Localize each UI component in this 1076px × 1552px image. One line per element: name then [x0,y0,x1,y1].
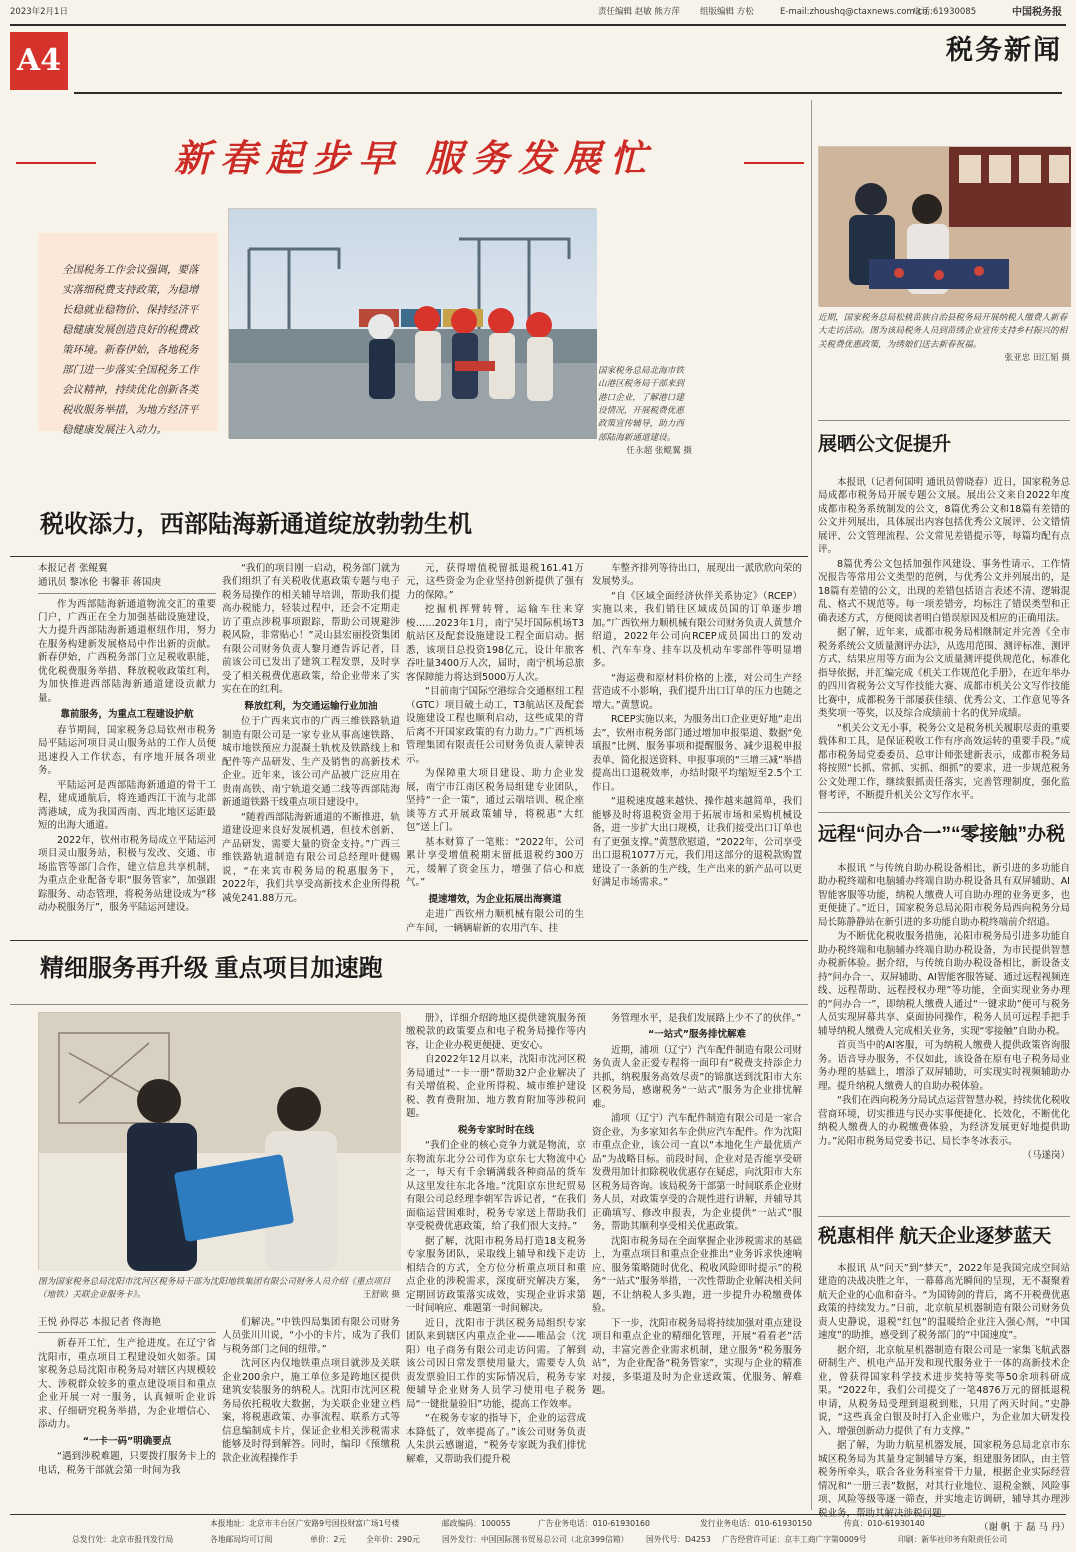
page-number: A4 [10,32,68,90]
article1-col2 [222,562,400,922]
side2-para: “我们在西向税务分局试点运营智慧办税，持续优化税收营商环境，切实推进与民办实事便捷化、长效化，不断优化纳税人缴费人的办税缴费体验，为经济发展更好地提供助力。”沁阳市税务局党委书记、局长李冬冰表示。 [818,1095,1070,1147]
layout-editor: 组版编辑 方松 [700,7,754,17]
metro-photo [38,1012,400,1270]
article1-para: 走进广西钦州力顺机械有限公司的生产车间，一辆辆崭新的农用汽车、挂 [406,909,584,934]
footer-postcode: 邮政编码：100055 [442,1519,511,1528]
side1-para: 8篇优秀公文包括加强作风建设、事务性请示、工作情况报告等常用公文类型的范例，与优秀公文并列展出的，是18篇有差错的公文，出现的差错包括语言表述不清、逻辑混乱、格式不规范等。每一项差错旁，均标注了错误类型和正确表述方式，方便阅读者明白错误原因及相应的正确用法。 [818,558,1070,624]
metro-photo-caption [38,1276,400,1303]
feature-banner: 新春起步早 服务发展忙 [174,136,656,180]
footer-ad-phone: 广告业务电话：010-61930160 [538,1519,650,1528]
article2-head-rule [10,1004,808,1005]
article1-para: “退税速度越来越快、操作越来越简单，我们能够及时将退税资金用于拓展市场和采购机械设备，进一步扩大出口规模，让我们接受出口订单也有了更强支撑。”黄慧欣慰道，“2022年，公司享受出口退税1077万元，我们用这部分的退税款购置建设了一条新的生产线，生产出来的新产品可以更好满足市场需求。” [592,796,802,889]
metro-photo-credit: 王舒欧 摄 [362,1290,400,1301]
article1-para: 2022年，钦州市税务局成立平陆运河项目灵山服务站，积极与发改、交通、市场监管等部门合作，建立信息共享机制，为重点企业配备专职“服务管家”，加强跟踪服务、动态管理，将税务站建设成为“移动办税服务厅”，服务平陆运河建设。 [38,834,216,914]
embroidery-photo-credit: 张亚忠 田江韬 摄 [1004,352,1070,363]
article2-subhead1: “一卡一码”明确要点 [82,1435,172,1447]
side3-credit: （谢 帆 于 磊 马 丹） [978,1522,1070,1534]
article2-para: 据了解，沈阳市税务局打造18支税务专家服务团队，采取线上辅导和线下走访相结合的方式，全方位分析重点项目和重点企业的涉税需求，深度研究解决方案，定期回访政策落实成效，实现企业诉求第一时间响应、难题第一时间解决。 [406,1235,586,1315]
metro-caption-text: 图为国家税务总局沈阳市沈河区税务局干部为沈阳地铁集团有限公司财务人员介绍《重点项目（地铁）关联企业服务卡》。 [38,1277,391,1301]
article1-para: 春节期间，国家税务总局钦州市税务局平陆运河项目灵山服务站的工作人员便迅速投入工作状态，有序地开展各项业务。 [38,724,216,777]
byline-rule [38,593,216,594]
article1-para: “自《区域全面经济伙伴关系协定》（RCEP）实施以来，我们销往区域成员国的订单逐步增加。”广西钦州力顺机械有限公司财务负责人黄慧介绍道，2022年公司向RCEP成员国出口的发动机、汽车车身、挂车以及机动车零部件等明显增多。 [592,590,802,670]
article1-para: “海运费和原材料价格的上涨，对公司生产经营造成不小影响，我们提升出口订单的压力也随之增大。”黄慧说。 [592,672,802,711]
article1-para: 位于广西来宾市的广西三维铁路轨道制造有限公司是一家专业从事高速铁路、城市地铁预应力混凝土轨枕及铁路线上和配件等产品研发、生产及销售的高新技术企业。近年来，该公司产品被广泛应用在贵南高铁、南宁轨道交通二线等西部陆海新通道铁路干线重点项目建设中。 [222,716,400,809]
article1-byline1: 本报记者 张鲲翼 [38,563,108,574]
footer-distributor: 总发行处：北京市报刊发行局 [72,1535,174,1544]
side2-body [818,862,1070,1212]
footer-overseas-code: 国外代号：D4253 [646,1535,711,1544]
article2-headline: 精细服务再升级 重点项目加速跑 [40,955,383,982]
article2-para: 近日，沈阳市于洪区税务局组织专家团队来到辖区内重点企业——唯品会（沈阳）电子商务有限公司走访问需。了解到该公司因日常发票使用量大，需要专人负责发票验旧工作的实际情况后，税务专家便辅导企业财务人员学习使用电子税务局“一键批量验旧”功能，提高工作效率。 [406,1317,586,1410]
article2-para: “在税务专家的指导下，企业的运营成本降低了，效率提高了。”该公司财务负责人朱洪云感谢道，“税务专家既为我们排忧解难，又帮助我们提升税 [406,1413,586,1465]
article1-top-rule [10,556,808,557]
side1-rule [818,420,1070,421]
article1-headline: 税收添力，西部陆海新通道绽放勃勃生机 [40,511,472,538]
side1-para: 本报讯（记者何国明 通讯员曾晓春）近日，国家税务总局成都市税务局开展专题公文展。展出公文来自2022年度成都市税务系统制发的公文，8篇优秀公文和18篇有差错的公文并列展出，具体展出内容包括优秀公文展评、公文错情展评、公文管理流程、公文常见差错提示等，每篇均配有点评。 [818,477,1070,556]
article1-para: 基本财算了一笔账：“2022年，公司累计享受增值税期末留抵退税约300万元，缓解了资金压力，增强了信心和底气。” [406,836,584,889]
side3-title: 税惠相伴 航天企业逐梦蓝天 [818,1226,1052,1247]
editors: 责任编辑 赵敏 熊方萍 [598,7,680,17]
article1-para: RCEP实施以来，为服务出口企业更好地“走出去”，钦州市税务部门通过增加申报渠道、数据“免填报”比例、服务事项和提醒服务、减少退税申报表单、简化报送资料、申报事项的“三增三减”举措提高出口退税效率，办结时限平均缩短至2.5个工作日。 [592,714,802,793]
article1-para: 平陆运河是西部陆海新通道的骨干工程，建成通航后，将连通西江干流与北部湾港域，成为我国西南、西北地区运距最短的出海大通道。 [38,779,216,832]
lead-box [38,233,218,436]
article2-para: 沈阳市税务局在全面掌握企业涉税需求的基础上，为重点项目和重点企业推出“业务诉求快速响应、服务策略随时优化、税收风险即时提示”的税务“一站式”服务举措，一次性帮助企业解决相关问题，不让纳税人多头跑，进一步提升办税缴费体验。 [592,1235,802,1315]
side1-title: 展晒公文促提升 [818,434,952,455]
side2-para: 为不断优化税收服务措施，沁阳市税务局引进多功能自助办税终端和电脑辅办终端自助办税设备，为市民提供智慧办税新体验。据介绍，与传统自助办税设备相比，新设备支持“问办合一、双屏辅助、AI智能客服答疑、通过远程视频连线、远程帮助、远程授权办理”等功能，全面实现业务办理的“问办合一”，即纳税人缴费人通过“一键求助”便可与税务人员实现屏幕共享、桌面协同操作，税务人员可远程手把手辅导纳税人缴费人完成相关业务，实现“零接触”自助办税。 [818,931,1070,1037]
side1-body [818,476,1070,806]
article1-subhead1: 靠前服务，为重点工程建设护航 [60,709,194,721]
article2-para: “遇到涉税难题，只要拨打服务卡上的电话，税务干部就会第一时间为我 [38,1451,216,1476]
article2-subhead2: 税务专家时时在线 [457,1124,534,1136]
article2-top-rule [10,940,808,941]
footer-annual-price: 全年价：290元 [366,1535,420,1544]
section-title: 税务新闻 [946,35,1062,66]
footer-ad-license: 广告经营许可证：京丰工商广字第0009号 [722,1535,867,1544]
footer-address: 本报地址：北京市丰台区广安路9号国投财富广场1号楼 [210,1519,400,1528]
article1-para: “随着西部陆海新通道的不断推进，轨道建设迎来良好发展机遇，但技术创新、产品研发，需要大量的资金支持。”广西三维铁路轨道制造有限公司总经理叶健赐说，“在来宾市税务局的税惠服务下，2022年，我们共享受高新技术企业所得税减免241.88万元。 [222,811,400,904]
side3-rule [818,1216,1070,1217]
article2-para: 务管理水平，是我们发展路上少不了的伙伴。” [611,1013,802,1024]
article2-col4 [592,1012,802,1506]
article2-para: 浦项（辽宁）汽车配件制造有限公司是一家合资企业，为多家知名车企供应汽车配件。作为沈阳市重点企业，该公司一直以“本地化生产最优质产品”为战略目标。前段时间，企业对是否能享受研发费用加计扣除税收优惠存在疑虑，向沈阳市大东区税务局咨询。该局税务干部第一时间联系企业财务人员，对政策享受的合规性进行讲解，并辅导其正确填写、修改申报表，为企业提供“一站式”服务，帮助其顺利享受相关优惠政策。 [592,1113,802,1233]
side2-para: 本报讯 “与传统自助办税设备相比，新引进的多功能自助办税终端和电脑辅办终端自助办税设备具有双屏辅助、AI智能客服等功能，纳税人缴费人可自助办理的业务更多，也更便捷了。”近日，国家税务总局沁阳市税务局西向税务分局局长陈静静站在新引进的多功能自助办税终端前介绍道。 [818,863,1070,928]
footer-subscribe: 各地邮局均可订阅 [210,1535,273,1544]
port-photo [228,208,596,438]
side2-credit: （马遂岗） [1022,1150,1070,1162]
side2-title: 远程“问办合一”“零接触”办税 [818,824,1066,845]
side2-rule [818,812,1070,813]
article1-para: 为保障重大项目建设、助力企业发展，南宁市江南区税务局组建专业团队，坚持“一企一策”，通过云端培训、税企座谈等方式开展政策辅导，将税惠“大红包”送上门。 [406,768,584,834]
article1-byline2: 通讯员 黎冰伦 韦馨菲 蒋国庚 [38,577,162,589]
article1-subhead2: 释放红利，为交通运输行业加油 [244,700,378,712]
article2-col3 [406,1012,586,1506]
port-photo-credit: 任永超 张鲲翼 摄 [626,445,692,456]
side3-para: 据介绍，北京航星机器制造有限公司是一家集飞航武器研制生产、机电产品开发和现代服务业于一体的高新技术企业，曾获得国家科学技术进步奖特等奖等50余项科研成果。“2022年，我们公司提交了一笔4876万元的留抵退税申请，从税务局受理到退税到账，只用了两天时间。”史静说，“这些真金白银及时打入企业账户，为企业加大研发投入、增强创新动力提供了有力支撑。” [818,1344,1070,1437]
footer-rule [10,1514,1066,1515]
email: E-mail:zhoushq@ctaxnews.com.cn [780,7,928,17]
side3-para: 本报讯 从“问天”到“梦天”，2022年是我国完成空间站建造的决战决胜之年，一幕幕高光瞬间的呈现，无不凝聚着航天企业的心血和奋斗。“为国铸剑的背后，离不开税费优惠政策的持续发力。”日前，北京航星机器制造有限公司财务负责人史静说，退税“红包”的温暖给企业注入强心剂，“中国速度”的助推，感受到了税务部门的“中国速度”。 [818,1263,1070,1342]
paper-name: 中国税务报 [1012,7,1062,18]
article1-para: 元，获得增值税留抵退税161.41万元，这些资金为企业坚持创新提供了强有力的保障。” [406,563,584,601]
article1-subhead3: 提速增效，为企业拓展出海赛道 [428,893,562,905]
port-photo-caption-text: 国家税务总局北海市铁山港区税务局干部来到港口企业，了解港口建设情况，开展税费优惠政策宣传辅导，助力西部陆海新通道建设。 [598,366,684,443]
embroidery-photo-caption [818,312,1070,365]
side3-para: 据了解，为助力航星机器发展，国家税务总局北京市东城区税务局为其量身定制辅导方案，组建服务团队，由主管税务所牵头，联合各业务科室骨干力量，根据企业实际经营情况和“一册三表”数据，对其行业地位、退税金额、风险事项、风险等级等逐一筛查，并实地走访调研，辅导其办理涉 [818,1440,1070,1506]
phone: 电话:61930085 [913,7,977,17]
port-photo-caption [598,365,692,458]
column-divider [811,100,812,1510]
masthead-rule [10,24,1066,26]
article1-col1 [38,562,216,922]
article2-para: 自2022年12月以来，沈阳市沈河区税务局通过“一卡一册”帮助32户企业解决了有关增值税、企业所得税、城市维护建设税、教育费附加、地方教育附加等涉税问题。 [406,1054,586,1120]
article2-para: 沈河区内仅地铁重点项目就涉及关联企业200余户，施工单位多是跨地区提供建筑安装服务的纳税人。沈阳市沈河区税务局依托税收大数据，为关联企业建立档案，将税惠政策、办事流程、联系方式等信息编制成卡片，保证企业相关涉税需求能够及时得到解答。同时，编印《预缴税款企业流程操作手 [222,1358,400,1464]
embroidery-caption-text: 近期，国家税务总局松桃苗族自治县税务局开展纳税人缴费人新春大走访活动。图为该局税务人员到苗绣企业宣传支持乡村振兴的相关税费优惠政策，为绣娘们送去新春祝福。 [818,313,1068,350]
article1-para: 挖掘机挥臂转臂，运输车往来穿梭……2023年1月，南宁吴圩国际机场T3航站区及配套设施建设工程全面启动。据悉，该项目总投资198亿元，设计年旅客吞吐量3400万人次，届时，南宁机场总旅客保障能力将达到5000万人次。 [406,604,584,683]
article2-para: 新春开工忙，生产抢进度。在辽宁省沈阳市，重点项目工程建设如火如荼。国家税务总局沈阳市税务局对辖区内规模较大、涉税群众较多的重点建设项目和重点企业开展一对一服务，认真倾听企业诉求、仔细研究税务举措，为企业增信心、添动力。 [38,1338,216,1431]
article2-para: 们解决。”中铁四局集团有限公司财务人员张川川说，“小小的卡片，成为了我们与税务部门之间的纽带。” [222,1317,400,1355]
article1-para: “目前南宁国际空港综合交通枢纽工程（GTC）项目破土动工，T3航站区及配套设施建设工程也顺利启动，这些成果的背后离不开国家政策的有力助力。”广西机场管理集团有限责任公司财务负责人蒙钟表示。 [406,686,584,765]
side2-para: 首页当中的AI客服，可为纳税人缴费人提供政策咨询服务。语音导办服务，不仅如此，该设备在原有电子税务局业务办理的基础上，增添了双屏辅助，可实现实时视频辅助办理。提升纳税人缴费人的自助办税体验。 [818,1040,1070,1092]
article2-para: 册》，详细介绍跨地区提供建筑服务预缴税款的政策要点和电子税务局操作等内容，让企业办税更便捷、更安心。 [406,1013,586,1051]
article2-col1 [38,1316,216,1506]
lead-text: 全国税务工作会议强调，要落实落细税费支持政策，为稳增长稳就业稳物价、保持经济平稳健康发展创造良好的税费政策环境。新春伊始，各地税务部门进一步落实全国税务工作会议精神，持续优化创新各类税收服务举措，为地方经济平稳健康发展注入动力。 [62,264,199,436]
article2-col2 [222,1316,400,1506]
footer-dist-phone: 发行业务电话：010-61930150 [700,1519,812,1528]
footer-printer: 印刷：新华社印务有限责任公司 [898,1535,1008,1544]
article1-col3 [406,562,584,934]
footer-price: 单价：2元 [310,1535,347,1544]
article1-para: “我们的项目刚一启动，税务部门就为我们组织了有关税收优惠政策专题与电子税务局操作的相关辅导培训，帮助我们提高办税能力，轻装过程中，还会不定期走访了重点涉税事项跟踪，帮助公司规避涉税风险，非常贴心！”灵山县宏丽投资集团有限公司财务负责人黎月遵告诉记者，目前该公司已发出了建筑工程发票，及时享受了相关税费优惠政策，给企业带来了实实在在的红利。 [222,563,400,696]
article1-para: 作为西部陆海新通道物流交汇的重要门户，广西正在全力加强基础设施建设，大力提升西部陆海新通道枢纽作用，努力在服务构建新发展格局中作出新的贡献。新春伊始，广西税务部门立足税收职能，优化税费服务举措、释放税收政策红利，为加快推进西部陆海新通道建设贡献力量。 [38,598,216,704]
side1-para: “机关公文无小事，税务公文是税务机关履职尽责的重要载体和工具，是保证税收工作有序高效运转的重要手段。”成都市税务局党委委员、总审计师张建新表示，成都市税务局将按照“长抓、常抓、实抓、细抓”的要求，进一步规范税务公文处理工作，继续狠抓责任落实，完善管理制度，强化监督考评，不断提升机关公文写作水平。 [818,722,1070,802]
side1-para: 据了解，近年来，成都市税务局相继制定并完善《全市税务系统公文质量测评办法》，从选用范围、测评标准、测评方式、结果应用等方面为公文质量测评提供规范化、标准化指导依据，并汇编完成《机关工作规范化手册》，在近年举办的四川省税务公文写作技能大赛、成都市机关公文写作技能比赛中，成都税务干部屡获佳绩、优秀公文、工作意见等各类奖项一等奖，以及综合成绩前十名的优异成绩。 [818,627,1070,720]
footer-overseas: 国外发行：中国国际图书贸易总公司（北京399信箱） [442,1535,629,1544]
article2-byline: 王悦 孙得芯 本报记者 佟海艳 [38,1317,162,1328]
article2-para: 近期，浦项（辽宁）汽车配件制造有限公司财务负责人金正爱专程将一面印有“税费支持添企力共抓，纳税服务高效尽责”的锦旗送到沈阳市大东区税务局，感谢税务“一站式”服务为企业排忧解难。 [592,1044,802,1110]
footer-fax: 传真：010-61930140 [844,1519,925,1528]
article2-subhead3: “一站式”服务排忧解难 [648,1029,746,1041]
article2-para: “我们企业的核心竞争力就是物流，京东物流东北分公司作为京东七大物流中心之一，每天有千余辆满载各种商品的货车从这里发往东北各地。”沈阳京东世纪贸易有限公司总经理李朝军告诉记者，“在我们面临运营困难时，税务专家送上帮助我们享受税费优惠政策，给了我们很大支持。” [406,1140,586,1233]
issue-date: 2023年2月1日 [10,7,68,17]
section-rule [74,92,1062,94]
article1-para: 车整齐排列等待出口，展现出一派欣欣向荣的发展势头。 [592,563,802,588]
article2-para: 下一步，沈阳市税务局将持续加强对重点建设项目和重点企业的精细化管理，开展“看看老”活动，丰富完善企业需求机制，建立服务“税务服务站”，为企业配备“税务管家”，实现与企业的精准对接，多渠道及时为企业送政策、优服务、解难题。 [592,1317,802,1397]
byline-rule [38,1332,216,1333]
embroidery-photo [818,146,1070,306]
article1-col4 [592,562,802,922]
